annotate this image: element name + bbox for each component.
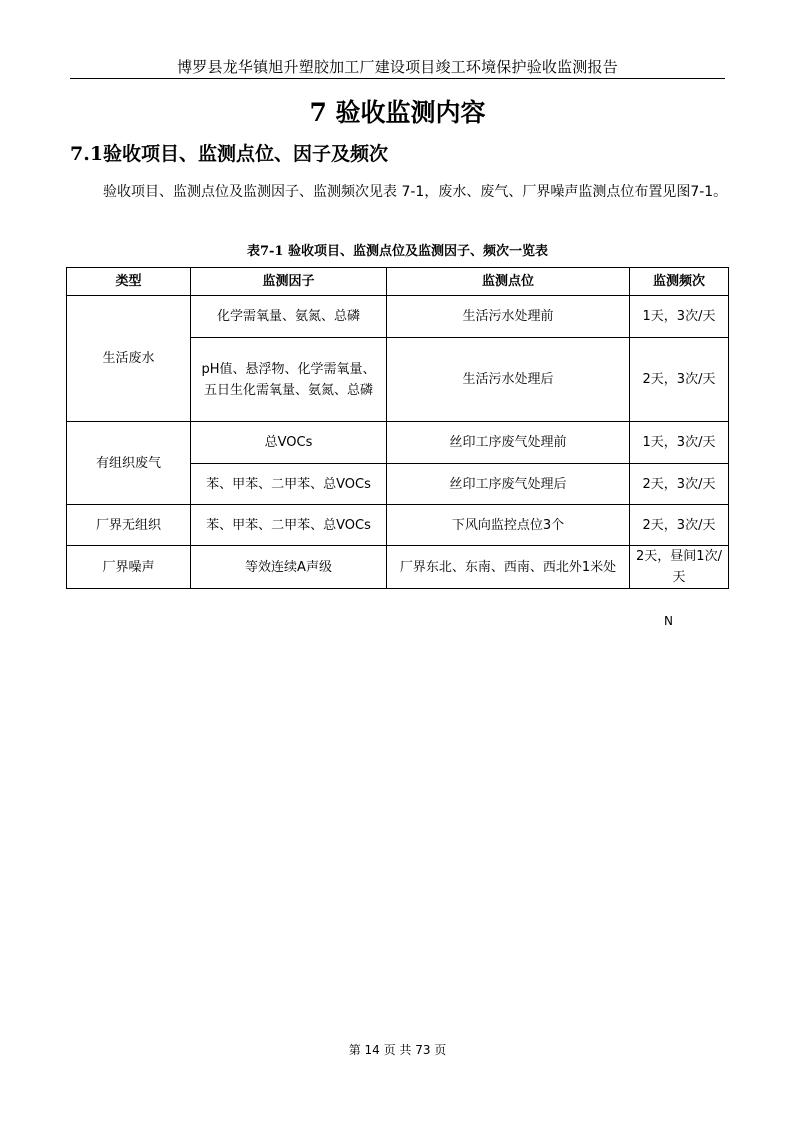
cell-point: 丝印工序废气处理后 (387, 464, 630, 505)
monitoring-table (66, 267, 729, 589)
cell-type: 有组织废气 (67, 422, 191, 505)
header-point: 监测点位 (387, 268, 630, 296)
page-number: 第 14 页 共 73 页 (348, 1043, 447, 1057)
table-row (67, 296, 729, 338)
cell-point: 生活污水处理后 (387, 338, 630, 422)
cell-frequency: 1天，3次/天 (630, 422, 729, 464)
cell-factor: pH值、悬浮物、化学需氧量、五日生化需氧量、氨氮、总磷 (191, 338, 387, 422)
header-divider (70, 78, 725, 79)
cell-factor: 等效连续A声级 (191, 546, 387, 589)
cell-frequency: 1天，3次/天 (630, 296, 729, 338)
cell-factor: 苯、甲苯、二甲苯、总VOCs (191, 464, 387, 505)
table-row (67, 505, 729, 546)
section-title: 7.1验收项目、监测点位、因子及频次 (70, 143, 389, 165)
table-caption: 表7-1 验收项目、监测点位及监测因子、频次一览表 (246, 244, 548, 259)
table-header-row (67, 268, 729, 296)
cell-frequency: 2天，3次/天 (630, 505, 729, 546)
cell-type: 生活废水 (67, 296, 191, 422)
table-row (67, 422, 729, 464)
cell-factor: 总VOCs (191, 422, 387, 464)
chapter-title: 7 验收监测内容 (309, 98, 486, 127)
cell-frequency: 2天，昼间1次/天 (630, 546, 729, 589)
cell-point: 厂界东北、东南、西南、西北外1米处 (387, 546, 630, 589)
body-paragraph: 验收项目、监测点位及监测因子、监测频次见表 7-1，废水、废气、厂界噪声监测点位布置见图7-1。 (103, 184, 728, 200)
page-header: 博罗县龙华镇旭升塑胶加工厂建设项目竣工环境保护验收监测报告 (177, 58, 618, 76)
cell-point: 生活污水处理前 (387, 296, 630, 338)
table-row (67, 546, 729, 589)
cell-factor: 化学需氧量、氨氮、总磷 (191, 296, 387, 338)
header-factor: 监测因子 (191, 268, 387, 296)
header-type: 类型 (67, 268, 191, 296)
cell-point: 下风向监控点位3个 (387, 505, 630, 546)
cell-frequency: 2天，3次/天 (630, 338, 729, 422)
cell-factor: 苯、甲苯、二甲苯、总VOCs (191, 505, 387, 546)
cell-type: 厂界无组织 (67, 505, 191, 546)
cell-frequency: 2天，3次/天 (630, 464, 729, 505)
header-frequency: 监测频次 (630, 268, 729, 296)
cell-type: 厂界噪声 (67, 546, 191, 589)
cell-point: 丝印工序废气处理前 (387, 422, 630, 464)
north-arrow-label: N (664, 614, 673, 628)
